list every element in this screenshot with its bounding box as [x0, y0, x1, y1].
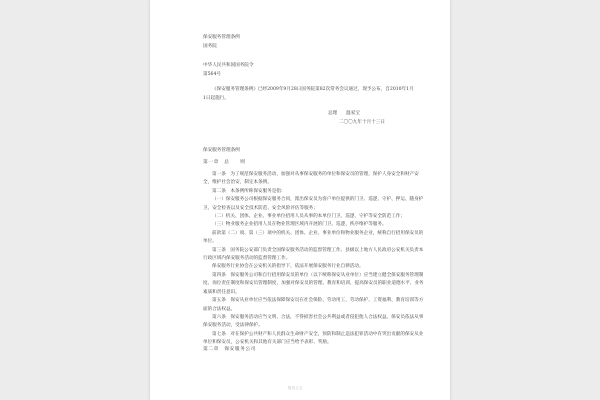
decree-date: 二〇〇九年十月十三日 [339, 120, 385, 125]
paragraph: 第四条 保安服务公司和自行招用保安员的单位（以下统称保安从业单位）应当建立健全保安服务管理制度、岗位责任制度和保安员管理制度，加强对保安员的管理、教育和培训，提高保安员的职业道德水平、业务素质和责任意识。 [203, 272, 424, 295]
doc-title: 保安服务管理条例 [203, 35, 240, 40]
paragraph: （二）机关、团体、企业、事业单位招用人员从事的本单位门卫、巡逻、守护等安全防范工作； [212, 214, 405, 220]
chapter-2-heading: 第二章 保安服务公司 [203, 347, 256, 352]
decree-line: 中华人民共和国国务院令 [203, 63, 254, 68]
chapter-1-heading: 第一章 总 则 [203, 160, 246, 165]
paragraph: （一）保安服务公司根据保安服务合同，派出保安员为客户单位提供的门卫、巡逻、守护、押运、随身护卫、安全检查以及安全技术防范、安全风险评估等服务； [203, 197, 424, 211]
signer [328, 111, 360, 117]
paragraph: 第五条 保安从业单位应当依法保障保安员在社会保险、劳动用工、劳动保护、工资福利、教育培训等方面的合法权益。 [203, 298, 424, 312]
paragraph: 前款第（二）项、第（三）项中的机关、团体、企业、事业单位和物业服务企业，统称自行招用保安员的单位。 [203, 230, 424, 245]
paragraph: （三）物业服务企业招用人员在物业管理区域内开展的门卫、巡逻、秩序维护等服务。 [212, 222, 387, 228]
signer-name: 温家宝 [346, 111, 360, 116]
decree-number: 第564号 [203, 72, 221, 77]
paragraph: 保安服务行业协会在公安机关的指导下，依法开展保安服务行业自律活动。 [212, 264, 364, 270]
issuer: 国务院 [203, 44, 217, 49]
paragraph: 第三条 国务院公安部门负责全国保安服务活动的监督管理工作。县级以上地方人民政府公安机关负责本行政区域内保安服务活动的监督管理工作。 [203, 247, 424, 262]
regulation-body [203, 171, 425, 348]
signer-title: 总理 [328, 111, 338, 116]
watermark: 报告公文 [288, 386, 303, 390]
paragraph: 第一条 为了规范保安服务活动，加强对从事保安服务的单位和保安员的管理，保护人身安全和财产安全，维护社会治安，制定本条例。 [203, 172, 419, 186]
paragraph: 第二条 本条例所称保安服务是指： [212, 188, 286, 194]
paragraph: 第六条 保安服务活动应当文明、合法，不得损害社会公共利益或者侵犯他人合法权益。保安员依法从事保安服务活动，受法律保护。 [203, 314, 424, 329]
decree-body: 《保安服务管理条例》已经2009年9月28日国务院第82次常务会议通过，现予公布，自2010年1月1日起施行。 [203, 87, 414, 101]
regulation-title: 保安服务管理条例 [203, 148, 240, 153]
paragraph: 第七条 对在保护公共财产和人民群众生命财产安全、预防和制止违法犯罪活动中有突出贡献的保安从业单位和保安员，公安机关和其他有关部门应当给予表彰、奖励。 [203, 331, 424, 346]
document-page [150, 0, 450, 400]
